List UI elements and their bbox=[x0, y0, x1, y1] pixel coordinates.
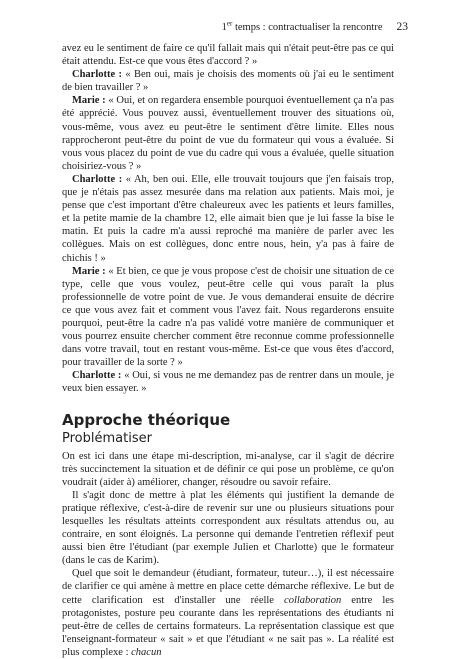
dialogue-paragraph: avez eu le sentiment de faire ce qu'il fallait mais qui n'était peut-être pas ce qui était attendu. Est-ce que vous êtes d'accord ? » bbox=[62, 43, 394, 68]
speaker-name: Marie : bbox=[72, 265, 106, 277]
dialogue-paragraph: Charlotte : « Ah, ben oui. Elle, elle trouvait toujours que j'en faisais trop, que je n'étais pas assez mesurée dans ma relation aux patients. Mais moi, je pense que c'est important d'être chaleureux avec les patients et leurs familles, et la petite mamie de la chambre 12, elle aimait bien que je lui fasse la bise le matin. Et puis la cadre m'a aussi reproché ma manière de parler avec les collègues. Mais on est collègues, donc entre nous, hein, y'a pas à faire de chichis ! » bbox=[62, 173, 395, 264]
subsection-heading: Problématiser bbox=[62, 430, 152, 446]
speaker-name: Marie : bbox=[72, 95, 106, 107]
body-paragraph: On est ici dans une étape mi-description, mi-analyse, car il s'agit de décrire très succinctement la situation et de définir ce qui pose un problème, ce qu'on voudrait (aider à) améliorer, changer, résoudre ou savoir refaire. bbox=[62, 450, 394, 488]
speaker-name: Charlotte : bbox=[72, 370, 122, 382]
emphasis: chacun bbox=[131, 646, 162, 658]
dialogue-paragraph: Charlotte : « Ben oui, mais je choisis des moments où j'ai eu le sentiment de bien travailler ? » bbox=[62, 69, 394, 94]
dialogue-block bbox=[62, 42, 394, 396]
chapter-title: 1er temps : contractualiser la rencontre bbox=[221, 19, 383, 33]
body-paragraph: Il s'agit donc de mettre à plat les éléments qui justifient la demande de pratique réflexive, c'est-à-dire de revenir sur une ou plusieurs situations pour lesquelles les résultats atteints correspondent aux résultats attendus ou, au contraire, en sont éloignés. La personne qui demande l'entretien réflexif peut aussi bien être l'étudiant (par exemple Julien et Charlotte) que le formateur (dans le cas de Karim). bbox=[62, 489, 394, 567]
dialogue-paragraph: Marie : « Et bien, ce que je vous propose c'est de choisir une situation de ce type, celle que vous voulez, peut-être celle qui vous paraît la plus professionnelle de votre point de vue. Je vous demanderai ensuite de décrire ce que vous avez fait et comment vous l'avez fait. Nous regarderons ensuite pourquoi, peut-être la cadre n'a pas validé votre manière de communiquer et vous pourrez ensuite chercher comment être reconnue comme professionnelle dans votre travail, tout en restant vous-même. Est-ce que vous êtes d'accord, pour travailler de la sorte ? » bbox=[62, 265, 394, 369]
section-heading: Approche théorique bbox=[62, 410, 231, 429]
dialogue-paragraph: Charlotte : « Oui, si vous ne me demandez pas de rentrer dans un moule, je veux bien essayer. » bbox=[62, 370, 394, 395]
speaker-name: Charlotte : bbox=[72, 173, 123, 185]
speaker-name: Charlotte : bbox=[72, 69, 122, 81]
body-paragraph: Quel que soit le demandeur (étudiant, formateur, tuteur…), il est nécessaire de clarifier ce qui amène à mettre en place cette démarche réflexive. Le but de cette clarification est d'installer une réelle collaboration entre les protagonistes, posture peu courante dans les représentations des étudiants ni peut-être de celles de certains formateurs. La représentation classique est que l'enseignant-formateur « sait » et que l'étudiant « ne sait pas ». La réalité est plus complexe : chacun bbox=[62, 568, 394, 658]
emphasis: collaboration bbox=[284, 594, 342, 606]
dialogue-paragraph: Marie : « Oui, et on regardera ensemble pourquoi éventuellement ça n'a pas été apprécié. Vous pouvez aussi, éventuellement trouver des situations où, vous-même, vous avez eu peut-être le sentiment d'être limite. Elles nous rapprocheront peut-être du point de vue du formateur qui vous a évaluée. Si vous vous placez du point de vue du cadre qui vous a évaluée, quelle situation choisiriez-vous ? » bbox=[62, 95, 394, 172]
running-header bbox=[62, 20, 408, 35]
page-number: 23 bbox=[396, 21, 408, 33]
body-text bbox=[62, 450, 394, 659]
